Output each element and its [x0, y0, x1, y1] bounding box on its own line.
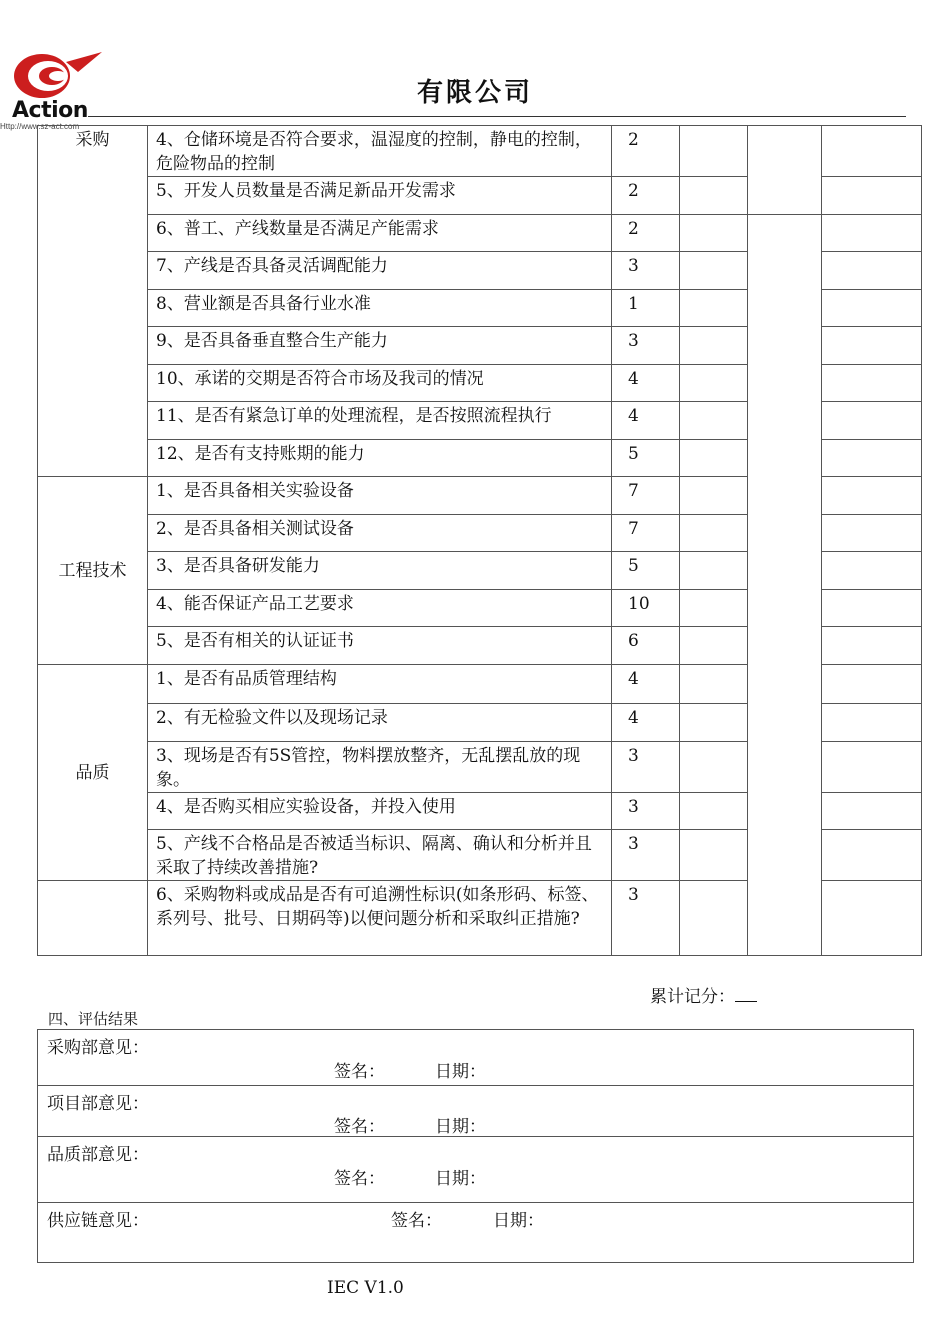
remark-cell[interactable] — [822, 290, 922, 327]
item-score: 5 — [612, 440, 680, 477]
table-row — [38, 126, 922, 177]
remark-cell[interactable] — [822, 665, 922, 704]
score-cell[interactable] — [680, 365, 748, 402]
header-rule — [88, 116, 906, 117]
item-score: 10 — [612, 590, 680, 627]
remark-cell[interactable] — [822, 402, 922, 440]
item-score: 1 — [612, 290, 680, 327]
score-cell[interactable] — [680, 881, 748, 956]
score-cell[interactable] — [680, 290, 748, 327]
remark-cell[interactable] — [822, 365, 922, 402]
item-text: 1、是否具备相关实验设备 — [148, 477, 612, 515]
opinion-row[interactable] — [38, 1137, 914, 1203]
category-purchase: 采购 — [38, 126, 148, 477]
score-cell[interactable] — [680, 830, 748, 881]
item-score: 2 — [612, 177, 680, 215]
score-cell[interactable] — [680, 665, 748, 704]
date-label: 日期： — [435, 1169, 486, 1189]
item-text: 2、是否具备相关测试设备 — [148, 515, 612, 552]
item-text: 6、普工、产线数量是否满足产能需求 — [148, 215, 612, 252]
opinion-row[interactable] — [38, 1203, 914, 1263]
opinion-label: 项目部意见： — [47, 1094, 149, 1114]
table-row — [38, 215, 922, 252]
item-text: 3、是否具备研发能力 — [148, 552, 612, 590]
item-score: 4 — [612, 402, 680, 440]
logo-text: Action — [12, 98, 88, 123]
score-cell[interactable] — [680, 793, 748, 830]
opinion-label: 供应链意见： — [47, 1211, 149, 1231]
score-cell[interactable] — [680, 742, 748, 793]
date-label: 日期： — [493, 1211, 544, 1231]
score-cell[interactable] — [680, 704, 748, 742]
remark-cell[interactable] — [822, 742, 922, 793]
evaluation-table — [37, 125, 922, 956]
remark-cell[interactable] — [822, 126, 922, 177]
remark-cell[interactable] — [822, 327, 922, 365]
total-score-label: 累计记分： — [650, 987, 735, 1007]
item-score: 5 — [612, 552, 680, 590]
item-text: 7、产线是否具备灵活调配能力 — [148, 252, 612, 290]
total-score-blank[interactable] — [735, 985, 757, 1002]
category-quality: 品质 — [38, 665, 148, 881]
item-text: 8、营业额是否具备行业水准 — [148, 290, 612, 327]
remark-cell[interactable] — [822, 590, 922, 627]
score-cell[interactable] — [680, 590, 748, 627]
remark-cell[interactable] — [822, 627, 922, 665]
section-title: 四、评估结果 — [48, 1010, 139, 1028]
item-text: 6、采购物料或成品是否有可追溯性标识(如条形码、标签、系列号、批号、日期码等)以便问题分析和采取纠正措施? — [148, 881, 612, 956]
item-score: 3 — [612, 793, 680, 830]
opinion-row[interactable] — [38, 1086, 914, 1137]
item-text: 5、开发人员数量是否满足新品开发需求 — [148, 177, 612, 215]
item-text: 2、有无检验文件以及现场记录 — [148, 704, 612, 742]
score-cell[interactable] — [680, 252, 748, 290]
item-text: 5、产线不合格品是否被适当标识、隔离、确认和分析并且采取了持续改善措施? — [148, 830, 612, 881]
item-text: 9、是否具备垂直整合生产能力 — [148, 327, 612, 365]
signature-label: 签名： — [334, 1169, 385, 1189]
item-text: 12、是否有支持账期的能力 — [148, 440, 612, 477]
remark-cell[interactable] — [822, 704, 922, 742]
item-score: 2 — [612, 215, 680, 252]
date-label: 日期： — [435, 1117, 486, 1137]
remark-cell[interactable] — [822, 552, 922, 590]
remark-cell[interactable] — [822, 252, 922, 290]
item-text: 10、承诺的交期是否符合市场及我司的情况 — [148, 365, 612, 402]
score-cell[interactable] — [680, 327, 748, 365]
item-score: 3 — [612, 830, 680, 881]
score-cell[interactable] — [680, 440, 748, 477]
opinion-row[interactable] — [38, 1030, 914, 1086]
item-score: 3 — [612, 327, 680, 365]
score-cell[interactable] — [680, 177, 748, 215]
item-score: 4 — [612, 365, 680, 402]
signature-label: 签名： — [334, 1117, 385, 1137]
remark-cell[interactable] — [822, 515, 922, 552]
score-cell[interactable] — [680, 515, 748, 552]
merged-cell[interactable] — [748, 126, 822, 215]
total-score — [650, 982, 757, 1007]
item-text: 5、是否有相关的认证证书 — [148, 627, 612, 665]
item-score: 2 — [612, 126, 680, 177]
item-text: 3、现场是否有5S管控，物料摆放整齐，无乱摆乱放的现象。 — [148, 742, 612, 793]
item-score: 3 — [612, 252, 680, 290]
opinion-table — [37, 1029, 914, 1263]
signature-label: 签名： — [391, 1211, 442, 1231]
remark-cell[interactable] — [822, 440, 922, 477]
signature-label: 签名： — [334, 1062, 385, 1082]
remark-cell[interactable] — [822, 477, 922, 515]
logo-url: Http://www.sz-act.com — [0, 122, 80, 131]
item-text: 11、是否有紧急订单的处理流程，是否按照流程执行 — [148, 402, 612, 440]
remark-cell[interactable] — [822, 793, 922, 830]
score-cell[interactable] — [680, 552, 748, 590]
date-label: 日期： — [435, 1062, 486, 1082]
item-score: 4 — [612, 704, 680, 742]
company-title: 有限公司 — [416, 78, 533, 108]
item-score: 4 — [612, 665, 680, 704]
opinion-label: 品质部意见： — [47, 1145, 149, 1165]
item-score: 7 — [612, 477, 680, 515]
category-engineering: 工程技术 — [38, 477, 148, 665]
merged-cell[interactable] — [748, 215, 822, 956]
item-score: 3 — [612, 881, 680, 956]
footer-version: IEC V1.0 — [327, 1278, 404, 1298]
score-cell[interactable] — [680, 126, 748, 177]
opinion-label: 采购部意见： — [47, 1038, 149, 1058]
score-cell[interactable] — [680, 215, 748, 252]
item-text: 4、仓储环境是否符合要求，温湿度的控制，静电的控制，危险物品的控制 — [148, 126, 612, 177]
item-text: 4、能否保证产品工艺要求 — [148, 590, 612, 627]
score-cell[interactable] — [680, 627, 748, 665]
remark-cell[interactable] — [822, 215, 922, 252]
item-score: 3 — [612, 742, 680, 793]
score-cell[interactable] — [680, 402, 748, 440]
item-score: 7 — [612, 515, 680, 552]
item-score: 6 — [612, 627, 680, 665]
empty-category-cell — [38, 881, 148, 956]
merged-cell[interactable] — [822, 881, 922, 956]
item-text: 4、是否购买相应实验设备，并投入使用 — [148, 793, 612, 830]
remark-cell[interactable] — [822, 177, 922, 215]
remark-cell[interactable] — [822, 830, 922, 881]
item-text: 1、是否有品质管理结构 — [148, 665, 612, 704]
score-cell[interactable] — [680, 477, 748, 515]
